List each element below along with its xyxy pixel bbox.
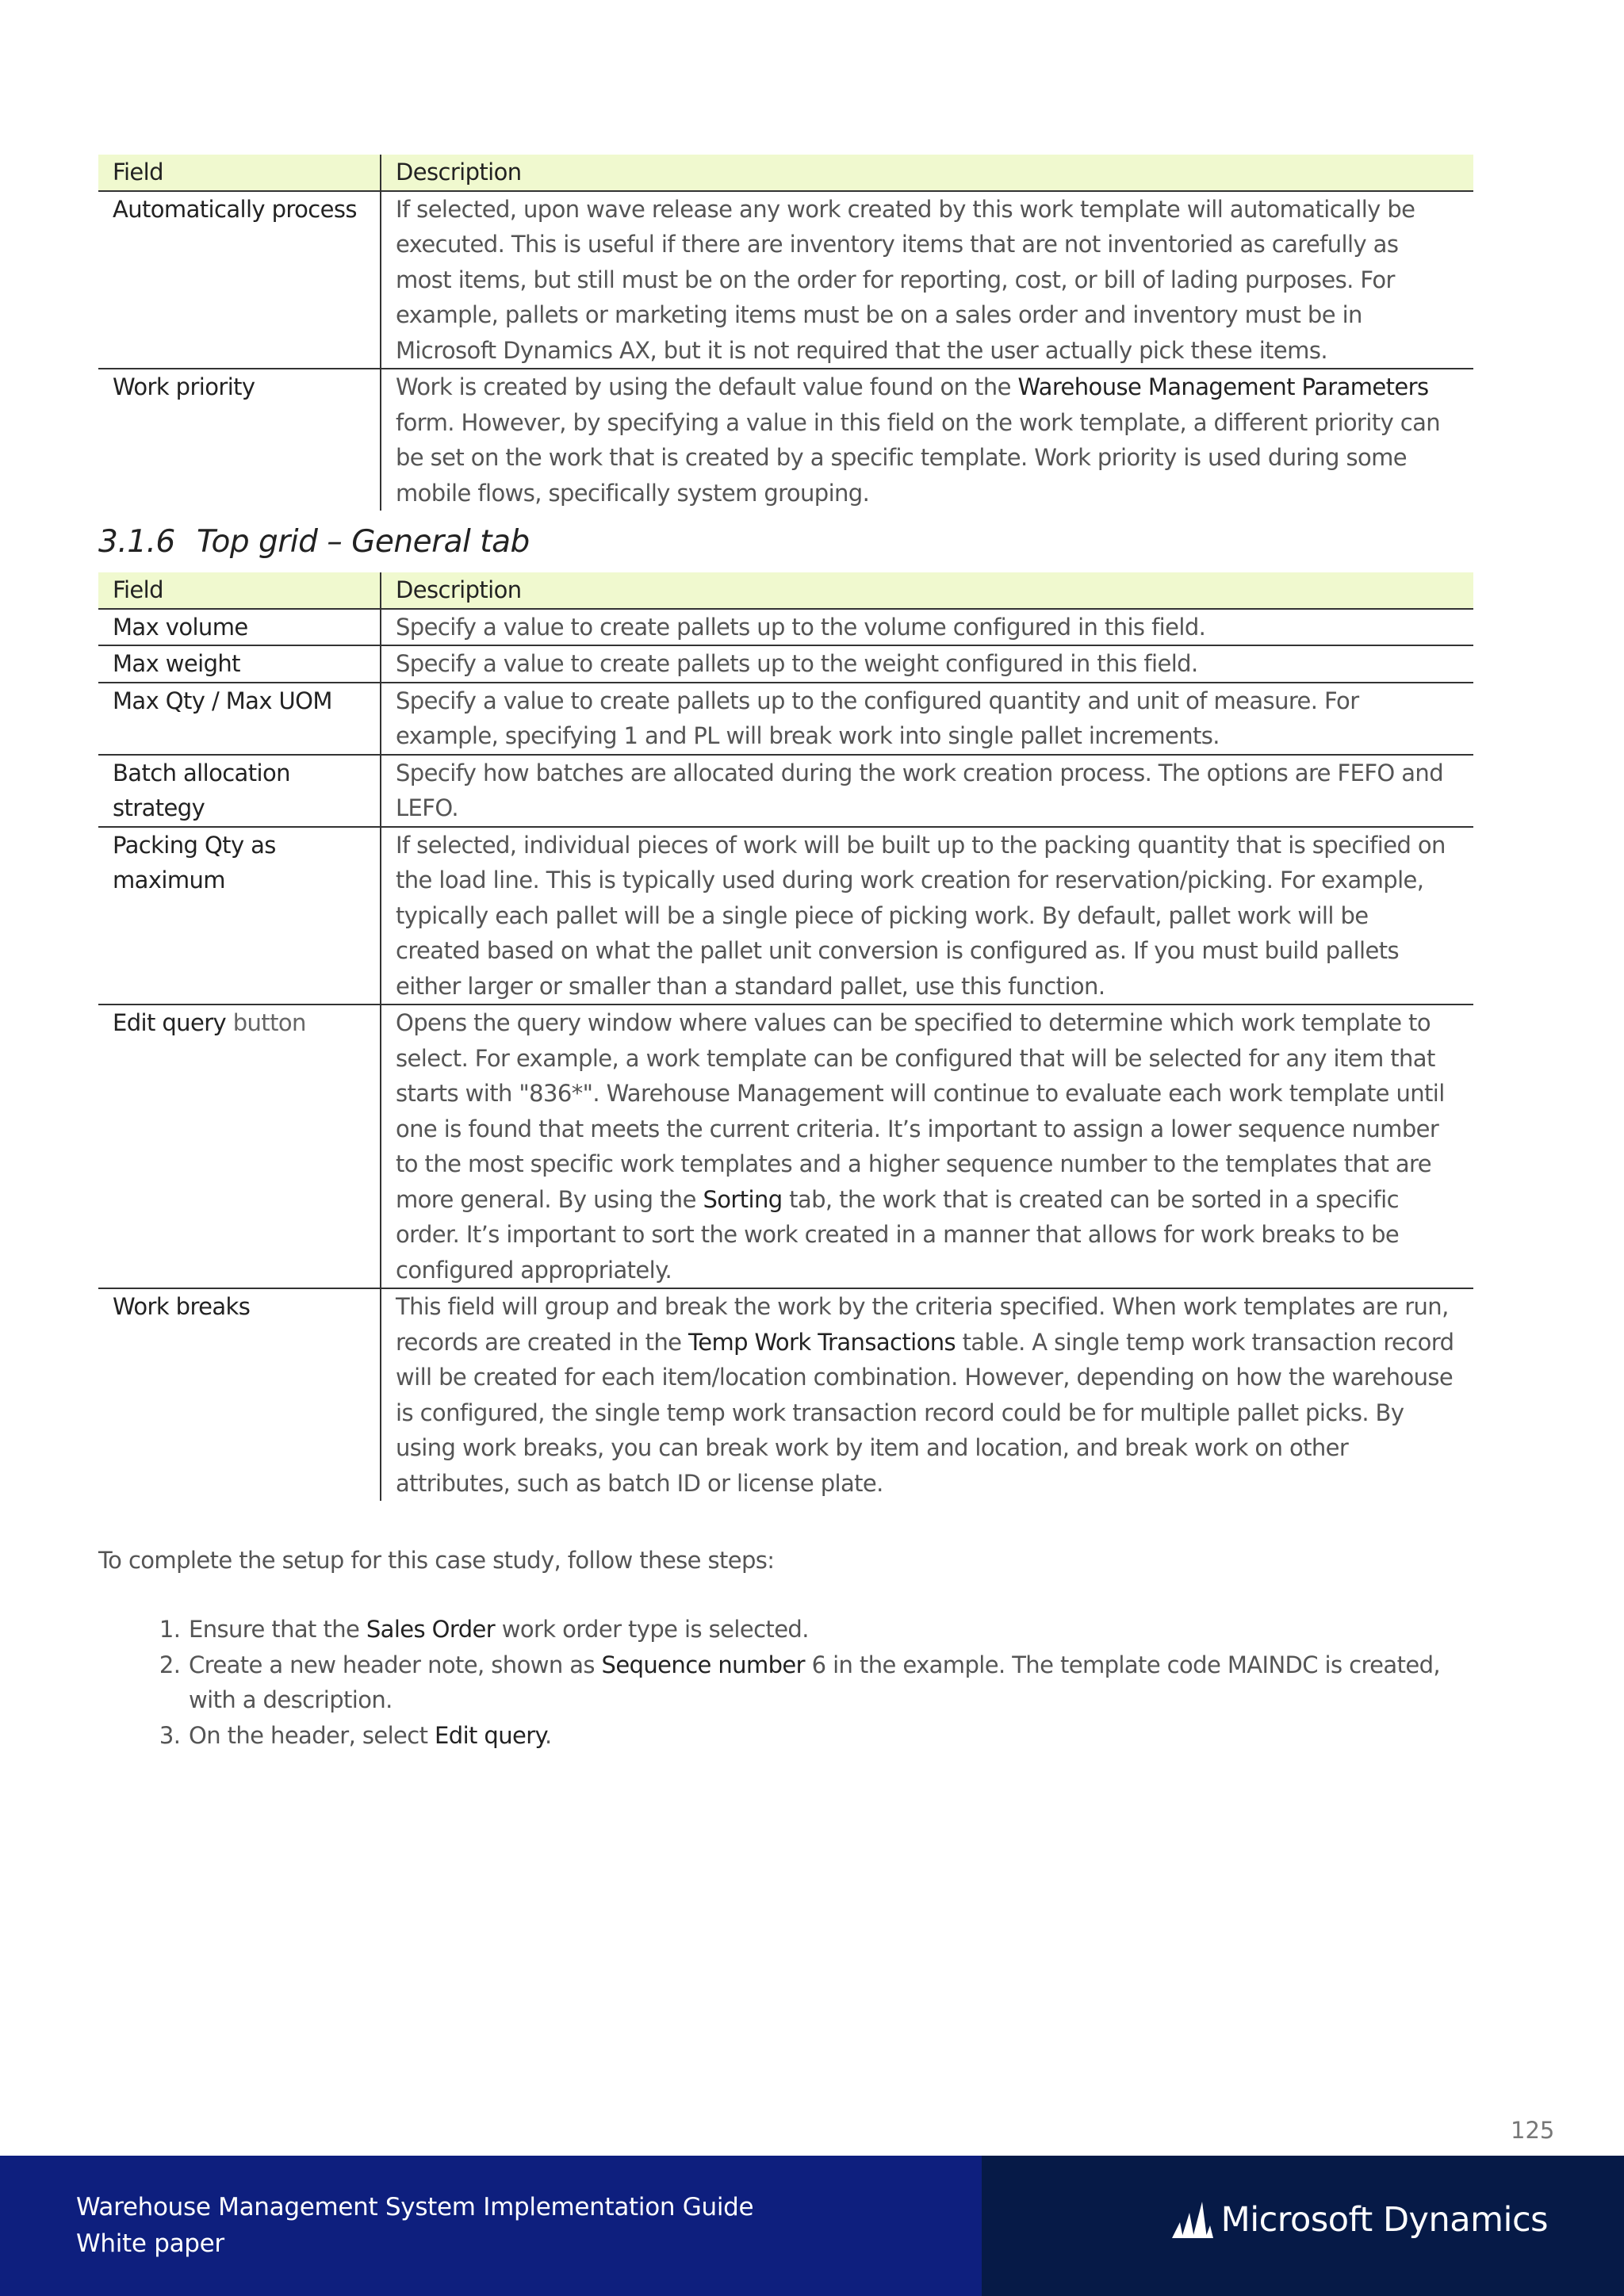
table-row — [98, 1004, 1473, 1288]
footer-left-band — [0, 2156, 982, 2296]
description-cell: Specify a value to create pallets up to the configured quantity and unit of measure. For example, specifying 1 and PL will break work into single pallet increments. — [381, 683, 1473, 755]
description-text: Work is created by using the default value found on the — [396, 373, 1018, 400]
form-name-reference: Warehouse Management Parameters — [1017, 373, 1429, 400]
list-item — [187, 1718, 1473, 1754]
list-item — [187, 1612, 1473, 1647]
field-cell: Work breaks — [98, 1288, 381, 1501]
steps-intro: To complete the setup for this case study, follow these steps: — [98, 1547, 775, 1574]
description-cell — [381, 1004, 1473, 1288]
description-cell — [381, 1288, 1473, 1501]
table-row — [98, 1288, 1473, 1501]
table-row — [98, 369, 1473, 511]
brand-name: Microsoft Dynamics — [1220, 2200, 1548, 2240]
field-cell: Max weight — [98, 645, 381, 683]
step-text: Create a new header note, shown as — [189, 1651, 602, 1678]
step-text: 6 in the example. The template code MAINDC is created, with a description. — [189, 1651, 1441, 1713]
description-text: table. A single temp work transaction record will be created for each item/location combination. However, depending on how the warehouse is configured, the single temp work transaction record could be for multiple pallet picks. By using work breaks, you can break work by item and location, and break work on other attributes, such as batch ID or license plate. — [396, 1328, 1454, 1497]
table-header-row — [98, 572, 1473, 609]
table-name-reference: Temp Work Transactions — [688, 1328, 956, 1356]
field-cell: Work priority — [98, 369, 381, 511]
header-description: Description — [381, 572, 1473, 609]
field-cell: Packing Qty as maximum — [98, 827, 381, 1005]
work-template-table — [98, 155, 1473, 511]
page-content — [98, 155, 1473, 1753]
header-description: Description — [381, 155, 1473, 191]
field-cell: Batch allocation strategy — [98, 755, 381, 827]
description-cell: Specify a value to create pallets up to the weight configured in this field. — [381, 645, 1473, 683]
header-field: Field — [98, 155, 381, 191]
list-item — [187, 1647, 1473, 1718]
page-number: 125 — [1511, 2117, 1555, 2144]
description-cell — [381, 369, 1473, 511]
field-cell: Max volume — [98, 609, 381, 646]
description-cell: Specify a value to create pallets up to the volume configured in this field. — [381, 609, 1473, 646]
field-cell — [98, 1004, 381, 1288]
description-cell: If selected, upon wave release any work created by this work template will automatically be executed. This is useful if there are inventory items that are not inventoried as carefully as most items, but still must be on the order for reporting, cost, or bill of lading purposes. For example, pallets or marketing items must be on a sales order and inventory must be in Microsoft Dynamics AX, but it is not required that the user actually pick these items. — [381, 191, 1473, 369]
description-cell: If selected, individual pieces of work will be built up to the packing quantity that is specified on the load line. This is typically used during work creation for reservation/picking. For example, typically each pallet will be a single piece of picking work. By default, pallet work will be created based on what the pallet unit conversion is configured as. If you must build pallets either larger or smaller than a standard pallet, use this function. — [381, 827, 1473, 1005]
field-cell: Automatically process — [98, 191, 381, 369]
table-row — [98, 827, 1473, 1005]
table-row — [98, 645, 1473, 683]
footer-title-block — [76, 2189, 753, 2262]
step-text: work order type is selected. — [495, 1616, 809, 1643]
field-suffix: button — [226, 1009, 306, 1036]
step-text: On the header, select — [189, 1721, 435, 1749]
section-number: 3.1.6 — [98, 524, 175, 560]
button-name: Edit query — [113, 1009, 227, 1036]
general-tab-table — [98, 572, 1473, 1501]
step-emphasis: Sequence number — [601, 1651, 805, 1678]
microsoft-dynamics-logo-icon — [1172, 2202, 1213, 2238]
steps-list — [98, 1612, 1473, 1753]
step-emphasis: Edit query — [435, 1721, 545, 1749]
table-row — [98, 191, 1473, 369]
table-row — [98, 683, 1473, 755]
document-subtitle: White paper — [76, 2229, 224, 2258]
tab-name-reference: Sorting — [703, 1185, 783, 1213]
step-text: . — [545, 1721, 552, 1749]
section-heading — [98, 525, 1473, 560]
table-row — [98, 755, 1473, 827]
step-text: Ensure that the — [189, 1616, 366, 1643]
description-cell: Specify how batches are allocated during the work creation process. The options are FEFO and LEFO. — [381, 755, 1473, 827]
table-row — [98, 609, 1473, 646]
description-text: Opens the query window where values can be specified to determine which work template to select. For example, a work template can be configured that will be selected for any item that starts with "836*". Warehouse Management will continue to evaluate each work template until one is found that meets the current criteria. It’s important to assign a lower sequence number to the most specific work templates and a higher sequence number to the templates that are more general. By using the — [396, 1009, 1445, 1213]
field-cell: Max Qty / Max UOM — [98, 683, 381, 755]
step-emphasis: Sales Order — [366, 1616, 496, 1643]
table-header-row — [98, 155, 1473, 191]
page-footer — [0, 2156, 1624, 2296]
brand-logo — [1172, 2200, 1548, 2240]
description-text: form. However, by specifying a value in this field on the work template, a different priority can be set on the work that is created by a specific template. Work priority is used during some mobile flows, specifically system grouping. — [396, 408, 1441, 507]
document-title: Warehouse Management System Implementation Guide — [76, 2193, 754, 2221]
description-text: tab, the work that is created can be sorted in a specific order. It’s important to sort the work created in a manner that allows for work breaks to be configured appropriately. — [396, 1185, 1400, 1284]
footer-right-band — [982, 2156, 1624, 2296]
section-title: Top grid – General tab — [197, 524, 530, 560]
header-field: Field — [98, 572, 381, 609]
description-text: This field will group and break the work by the criteria specified. When work templates are run, records are created in the — [396, 1293, 1449, 1356]
